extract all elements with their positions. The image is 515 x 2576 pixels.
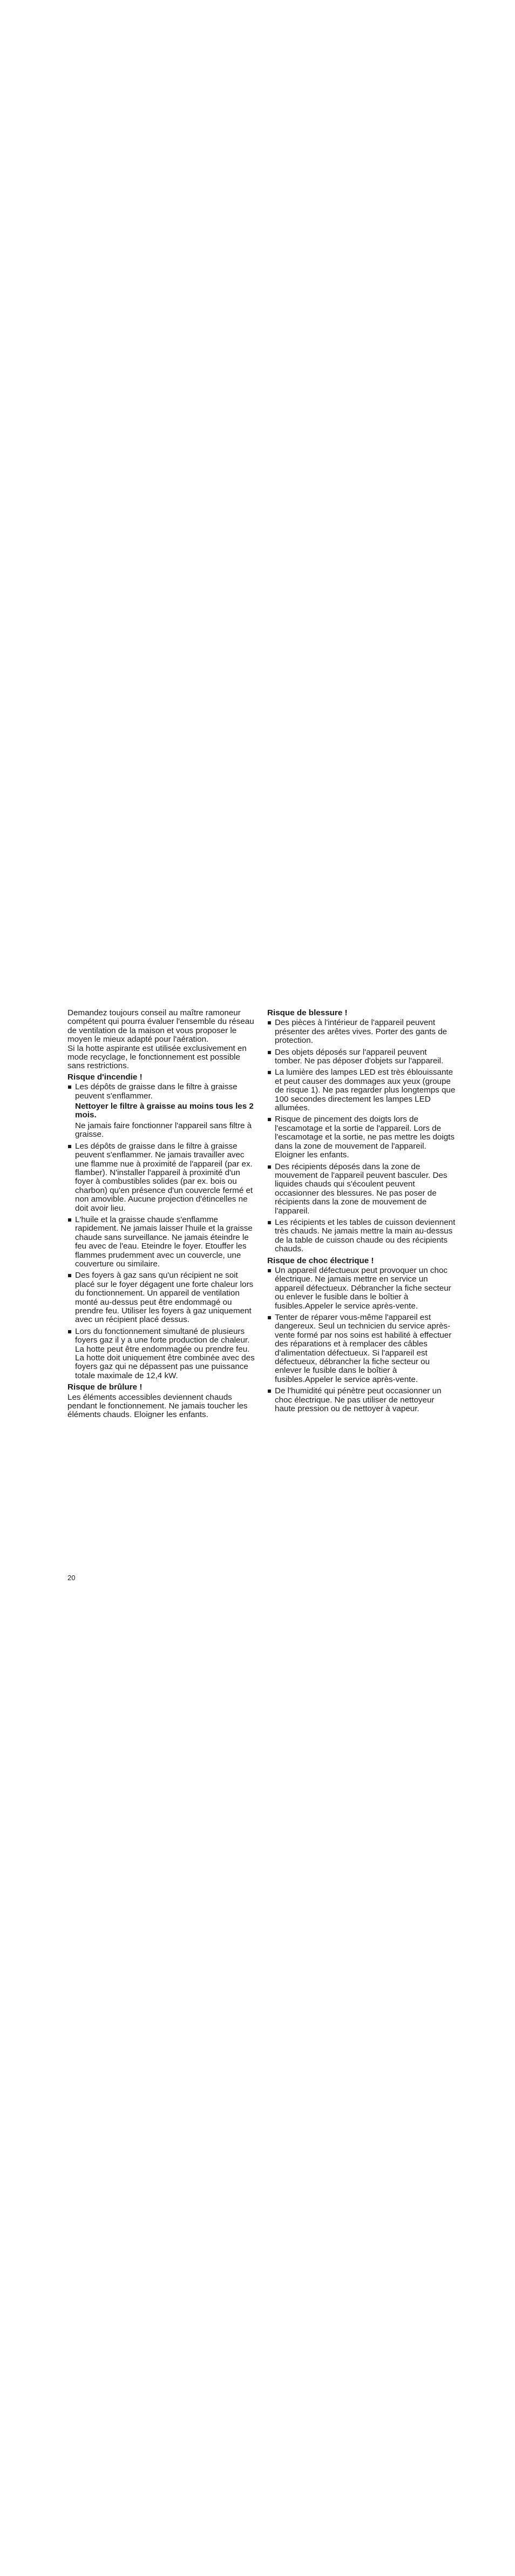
square-bullet-icon [268, 1165, 271, 1169]
list-item [67, 1216, 256, 1269]
list-item-text: Les dépôts de graisse dans le filtre à graisse peuvent s'enflammer. [75, 1082, 238, 1101]
list-item-text: Lors du fonctionnement simultané de plusieurs foyers gaz il y a une forte production de chaleur. La hotte peut être endommagée ou prendre feu. La hotte doit uniquement être combinée avec des foyers gaz qui ne dépassent pas une puissance totale maximale de 12,4 kW. [75, 1326, 255, 1380]
square-bullet-icon [268, 1118, 271, 1121]
burn-risk-heading: Risque de brûlure ! [67, 1383, 143, 1392]
square-bullet-icon [268, 1390, 271, 1393]
list-item [267, 1163, 456, 1216]
injury-risk-heading: Risque de blessure ! [267, 1008, 348, 1017]
list-item-instruction: Nettoyer le filtre à graisse au moins tous les 2 mois. [75, 1102, 254, 1120]
fire-risk-heading: Risque d'incendie ! [67, 1072, 143, 1082]
list-item-text: Des objets déposés sur l'appareil peuvent tomber. Ne pas déposer d'objets sur l'appareil. [275, 1047, 444, 1066]
list-item-text: De l'humidité qui pénètre peut occasionner un choc électrique. Ne pas utiliser de nettoyeur haute pression ou de nettoyer à vapeur. [275, 1386, 442, 1414]
list-item [267, 1048, 456, 1066]
square-bullet-icon [68, 1218, 71, 1222]
fire-risk-list [67, 1083, 256, 1380]
list-item-text: Les récipients et les tables de cuisson deviennent très chauds. Ne jamais mettre la main au-dessus de la table de cuisson chaude ou des récipients chauds. [275, 1217, 456, 1254]
list-item [267, 1387, 456, 1413]
list-item [267, 1266, 456, 1311]
list-item [267, 1115, 456, 1159]
list-item [267, 1068, 456, 1112]
list-item-text: Des récipients déposés dans la zone de mouvement de l'appareil peuvent basculer. Des liquides chauds qui s'écoulent peuvent occasionner des blessures. Ne pas poser de récipients dans la zone de mouvement de l'appareil. [275, 1162, 448, 1216]
square-bullet-icon [268, 1021, 271, 1024]
square-bullet-icon [68, 1145, 71, 1148]
list-item-text: Des foyers à gaz sans qu'un récipient ne soit placé sur le foyer dégagent une forte chaleur lors du fonctionnement. Un appareil de ventilation monté au-dessus peut être endommagé ou prendre feu. Utiliser les foyers à gaz uniquement avec un récipient placé dessus. [75, 1271, 254, 1325]
square-bullet-icon [268, 1221, 271, 1224]
list-item-text: Des pièces à l'intérieur de l'appareil peuvent présenter des arêtes vives. Porter des gants de protection. [275, 1018, 448, 1046]
page-number: 20 [67, 1574, 76, 1582]
electric-shock-list [267, 1266, 456, 1414]
right-column [267, 1009, 456, 1416]
square-bullet-icon [268, 1051, 271, 1054]
list-item-note: Ne jamais faire fonctionner l'appareil sans filtre à graisse. [75, 1121, 252, 1139]
square-bullet-icon [268, 1269, 271, 1272]
list-item [67, 1142, 256, 1213]
list-item-text: Risque de pincement des doigts lors de l'escamotage et la sortie de l'appareil. Lors de l'escamotage et la sortie, ne pas mettre les doigts dans la zone de mouvement de l'appareil. Eloigner les enfants. [275, 1115, 455, 1160]
intro-paragraph-1: Demandez toujours conseil au maître ramoneur compétent qui pourra évaluer l'ensemble du réseau de ventilation de la maison et vous proposer le moyen le mieux adapté pour l'aération. [67, 1008, 254, 1044]
square-bullet-icon [68, 1274, 71, 1277]
injury-risk-list [267, 1019, 456, 1253]
burn-risk-text: Les éléments accessibles deviennent chauds pendant le fonctionnement. Ne jamais toucher les éléments chauds. Eloigner les enfants. [67, 1392, 248, 1420]
list-item [267, 1218, 456, 1254]
list-item [267, 1019, 456, 1045]
square-bullet-icon [68, 1085, 71, 1089]
list-item-text: L'huile et la graisse chaude s'enflamme rapidement. Ne jamais laisser l'huile et la graisse chaude sans surveillance. Ne jamais éteindre le feu avec de l'eau. Eteindre le foyer. Etouffer les flammes prudemment avec un couvercle, une couverture ou similaire. [75, 1215, 253, 1269]
left-column [67, 1009, 256, 1420]
list-item-text: Tenter de réparer vous-même l'appareil est dangereux. Seul un technicien du service après-vente formé par nos soins est habilité à effectuer des réparations et à remplacer des câbles d'alimentation défectueux. Si l'appareil est défectueux, débrancher la fiche secteur ou enlever le fusible dans le boîtier à fusibles.Appeler le service après-vente. [275, 1313, 452, 1384]
list-item [67, 1327, 256, 1380]
square-bullet-icon [268, 1071, 271, 1074]
list-item [67, 1271, 256, 1324]
list-item [267, 1313, 456, 1384]
list-item-text: Les dépôts de graisse dans le filtre à graisse peuvent s'enflammer. Ne jamais travailler avec une flamme nue à proximité de l'appareil (par ex. flamber). N'installer l'appareil à proximité d'un foyer à combustibles solides (par ex. bois ou charbon) qu'en présence d'un couvercle fermé et non amovible. Aucune projection d'étincelles ne doit avoir lieu. [75, 1141, 253, 1213]
list-item [67, 1083, 256, 1139]
list-item-text: La lumière des lampes LED est très éblouissante et peut causer des dommages aux yeux (groupe de risque 1). Ne pas regarder plus longtemps que 100 secondes directement les lampes LED allumées. [275, 1068, 456, 1113]
electric-shock-heading: Risque de choc électrique ! [267, 1256, 374, 1265]
intro-paragraph-2: Si la hotte aspirante est utilisée exclusivement en mode recyclage, le fonctionnement est possible sans restrictions. [67, 1043, 247, 1071]
square-bullet-icon [68, 1330, 71, 1333]
square-bullet-icon [268, 1316, 271, 1319]
list-item-text: Un appareil défectueux peut provoquer un choc électrique. Ne jamais mettre en service un appareil défectueux. Débrancher la fiche secteur ou enlever le fusible dans le boîtier à fusibles.Appeler le service après-vente. [275, 1265, 451, 1311]
